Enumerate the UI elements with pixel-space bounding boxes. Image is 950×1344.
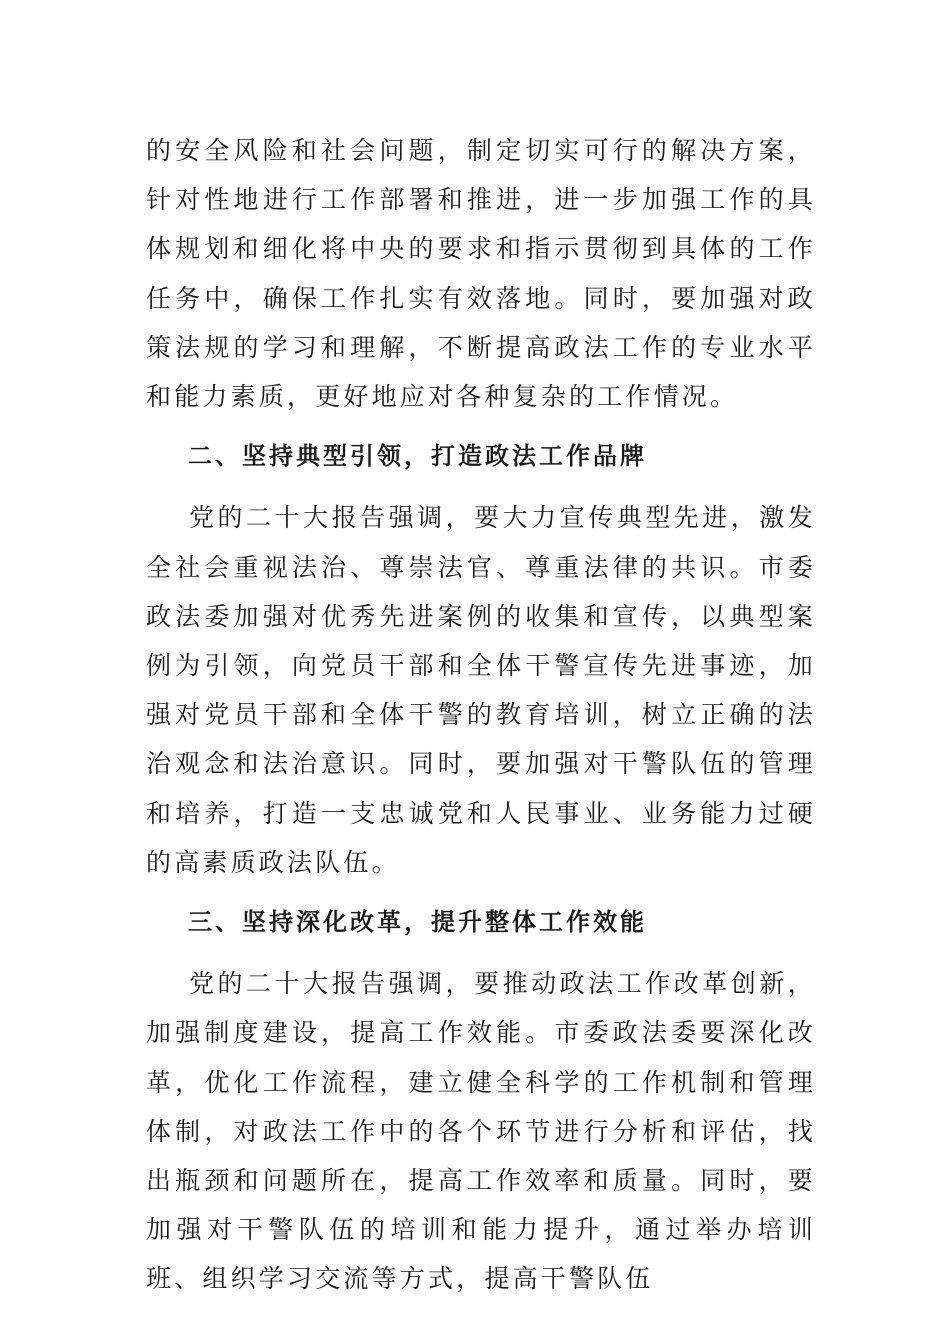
section-heading-2: 二、坚持典型引领，打造政法工作品牌 — [188, 442, 647, 471]
section-heading-3: 三、坚持深化改革，提升整体工作效能 — [188, 908, 647, 937]
body-paragraph-1: 的安全风险和社会问题，制定切实可行的解决方案，针对性地进行工作部署和推进，进一步加强工作的具体规划和细化将中央的要求和指示贯彻到具体的工作任务中，确保工作扎实有效落地。同时，要加强对政策法规的学习和理解，不断提高政法工作的专业水平和能力素质，更好地应对各种复杂的工作情况。 — [146, 136, 816, 412]
document-body — [146, 126, 816, 1304]
body-paragraph-2: 党的二十大报告强调，要大力宣传典型先进，激发全社会重视法治、尊崇法官、尊重法律的共识。市委政法委加强对优秀先进案例的收集和宣传，以典型案例为引领，向党员干部和全体干警宣传先进事迹，加强对党员干部和全体干警的教育培训，树立正确的法治观念和法治意识。同时，要加强对干警队伍的管理和培养，打造一支忠诚党和人民事业、业务能力过硬的高素质政法队伍。 — [146, 503, 816, 877]
body-paragraph-3: 党的二十大报告强调，要推动政法工作改革创新，加强制度建设，提高工作效能。市委政法委要深化改革，优化工作流程，建立健全科学的工作机制和管理体制，对政法工作中的各个环节进行分析和评估，找出瓶颈和问题所在，提高工作效率和质量。同时，要加强对干警队伍的培训和能力提升，通过举办培训班、组织学习交流等方式，提高干警队伍 — [146, 969, 816, 1294]
